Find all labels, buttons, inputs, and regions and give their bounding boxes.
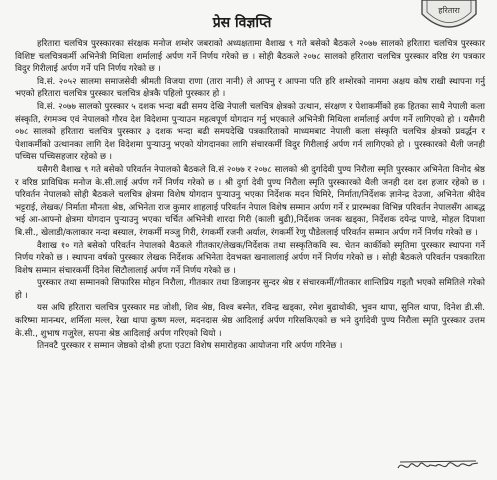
organization-stamp-logo: [414, 0, 484, 36]
paragraph-8: तिनवटै पुरस्कार र सम्मान जेष्ठको दोश्री हप्ता एउटा विशेष समारोहका आयोजना गरि अर्पण गरिनेछ ।: [37, 341, 343, 352]
document-body: [15, 38, 485, 353]
paragraph-5: वैशाख १० गते बसेको परिवर्तन नेपालको बैठकले गीतकार/लेखक/निर्देशक तथा सस्कृतिकवि स्व. चेतन कार्कीको स्मृतिमा पुरस्कार स्थापना गर्ने निर्णय गरेको छ । स्थापना वर्षको पुरस्कार लेखक निर्देशक अभिनेता देवभक्त खनालालाई अर्पण गर्ने निर्णय गरेको छ । सोही बैठकले परिवर्तन पत्रकारिता विशेष सम्मान संचारकर्मी दिनेश सिटौलालाई अर्पण गर्ने निर्णय गरेको छ ।: [15, 240, 485, 276]
paragraph-6: पुरस्कार तथा सम्मानको सिफारिस मोहन निरौला, गीतकार तथा डिजाइनर सुन्दर श्रेष्ठ र संचारकर्मी/गीतकार शान्तिप्रिय गड्तौ भएको समितिले गरेको हो ।: [15, 278, 485, 301]
paragraph-4: यसैगरी वैशाख ९ गते बसेको परिवर्तन नेपालको बैठकले वि.सं २०७७ र २०७८ सालको श्री दुर्गादेवी पुण्य निरौला स्मृति पुरस्कार अभिनेता विनोद श्रेष्ठ र वरिष्ठ प्राविधिक मनोज के.सी.लाई अर्पण गर्ने निर्णय गरेको छ । श्री दुर्गा देवी पुण्य निरौला स्मृति पुरस्कारको थैली जनही दश दश हजार रहेको छ । परिवर्तन नेपालको सोही बैठकले चलचित्र क्षेत्रमा विशेष योगदान पुऱ्याउनु भएका निर्देशक मदन घिमिरे, निर्माता/निर्देशक ज्ञानेन्द्र देउजा, अभिनेता श्रीदेव भट्टराई, लेखक/ निर्माता मौनता श्रेष्ठ, अभिनेता राज कुमार शाहलाई परिवर्तन नेपाल विशेष सम्मान अर्पण गर्ने र प्रारम्भका विभिन्न परिवर्तन नेपालसँग आबद्ध भई आ-आफ्नो क्षेत्रमा योगदान पुऱ्याउनु भएका चर्चित अभिनेत्री शारदा गिरी (काली बुढी),निर्देशक जनक खड्का, निर्देशक दयेन्द्र पाण्डे, मोहल दिपाशा बि.सी., खेलाडी/कलाकार नन्दा बस्याल, रंगकर्मी मञ्जु गिरी, रंगकर्मी रजनी अर्याल, रंगकर्मी रेणु पौडेललाई परिवर्तन सम्मान अर्पण गर्ने निर्णय गरेको छ ।: [15, 164, 485, 238]
document-title: प्रेस विज्ञप्ति: [212, 15, 272, 31]
header: [0, 0, 497, 38]
paragraph-2: वि.सं. २०५२ सालमा समाजसेवी श्रीमती विजया राणा (तारा नानी) ले आफ्नु र आफ्ना पति हरि शम्शेरको नाममा अक्षय कोष राखी स्थापना गर्नु भएको हरितारा चलचित्र पुरस्कार चलचित्र क्षेत्रकै पहिलो पुरस्कार हो ।: [15, 76, 485, 100]
svg-text:हरितारा: हरितारा: [438, 6, 460, 15]
paragraph-7: यस अघि हरितारा चलचित्र पुरस्कार मड जोशी, शिव श्रेष्ठ, विश्व बस्नेत, रविन्द्र खड्का, रमेश बुढाथोकी, भुवन थापा, सुनिल थापा, दिनेश डी.सी. करिष्मा मानन्धर, शर्मिला मल्ल, रेखा थापा कुष्ण मल्ल, मदनदास श्रेष्ठ आदिलाई अर्पण गरिसकिएको छ भने दुर्गादेवी पुण्य निरौला स्मृति पुरस्कार उत्तम के.सी., शुभाष गजुरेल, सपना श्रेष्ठ आदिलाई अर्पण गरिएको थियो ।: [15, 303, 485, 339]
paragraph-3: वि.सं. २०७७ सालको पुरस्कार ५ दशक भन्दा बढी समय देखि नेपाली चलचित्र क्षेत्रको उत्थान, संरक्षण र पेशाकर्मीको हक हितका साथै नेपाली कला संस्कृति, रंगमञ्च एवं नेपालको गौरव देश विदेशमा पुऱ्याउन महत्वपूर्ण योगदान गर्नु भएकाले अभिनेत्री मिथिला शर्मालाई अर्पण गर्ने लागिएको हो । यसैगरी ०७८ सालको हरितारा चलचित्र पुरस्कार ३ दशक भन्दा बढी समयदेखि पत्रकारिताको माध्यमबाट नेपाली कला संस्कृति चलचित्र क्षेत्रको प्रवर्द्धन र पेशाकर्मीको उत्थानका लागि देश विदेशमा पुऱ्याउनु भएको योगदानका लागि संचारकर्मी विदुर गिरीलाई अर्पण गर्न लागिएको हो । पुरस्कारको थैली जनही पच्चिस पच्चिसहजार रहेको छ ।: [15, 101, 485, 163]
handwritten-signature: [396, 456, 480, 476]
paragraph-1: हरितारा चलचित्र पुरस्कारका संरक्षक मनोज शम्शेर जबराको अध्यक्षतामा वैशाख ९ गते बसेको बैठकले २०७७ सालको हरितारा चलचित्र पुरस्कार विशिष्ट चलचित्रकर्मी अभिनेत्री मिथिला शर्मालाई अर्पण गर्ने निर्णय गरेको छ । सोही बैठकले २०७८ सालको हरितारा चलचित्र पुरस्कार वरिष्ठ रंग पत्रकार विदुर गिरीलाई अर्पण गर्ने पनि निर्णय गरेको छ ।: [15, 39, 485, 75]
